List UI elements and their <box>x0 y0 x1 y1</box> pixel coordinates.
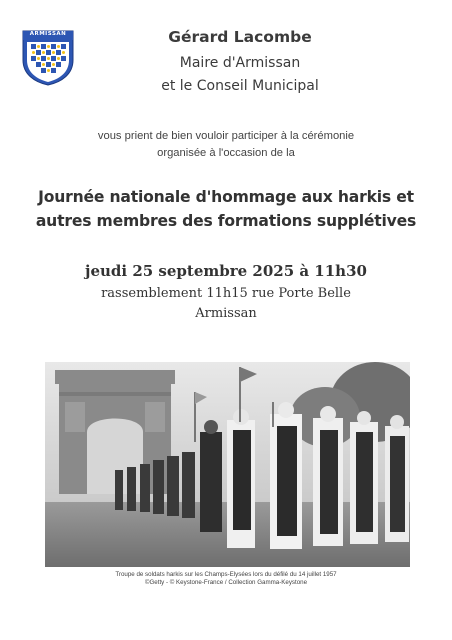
invitation-line-2: organisée à l'occasion de la <box>157 147 295 159</box>
photo-credit: ©Getty - © Keystone-France / Collection Gamma-Keystone <box>144 579 308 586</box>
photo-caption: Troupe de soldats harkis sur les Champs-Elysées lors du défilé du 14 juillet 1957 <box>115 571 337 578</box>
town-crest <box>22 30 74 86</box>
event-date: jeudi 25 septembre 2025 à 11h30 <box>85 262 367 280</box>
invitation-line-1: vous prient de bien vouloir participer à la cérémonie <box>97 130 355 142</box>
mayor-name: Gérard Lacombe <box>168 28 312 46</box>
event-town: Armissan <box>195 306 257 321</box>
meeting-point: rassemblement 11h15 rue Porte Belle <box>101 286 351 301</box>
crest-label: ARMISSAN <box>29 31 67 37</box>
parade-photo <box>45 362 410 567</box>
parade-photo-icon <box>45 362 410 567</box>
mayor-title: Maire d'Armissan <box>179 55 301 71</box>
town-coat-of-arms-icon <box>22 30 74 86</box>
event-title-line-1: Journée nationale d'hommage aux harkis et <box>38 188 414 206</box>
event-title-line-2: autres membres des formations supplétives <box>35 212 417 230</box>
council-title: et le Conseil Municipal <box>161 78 319 94</box>
